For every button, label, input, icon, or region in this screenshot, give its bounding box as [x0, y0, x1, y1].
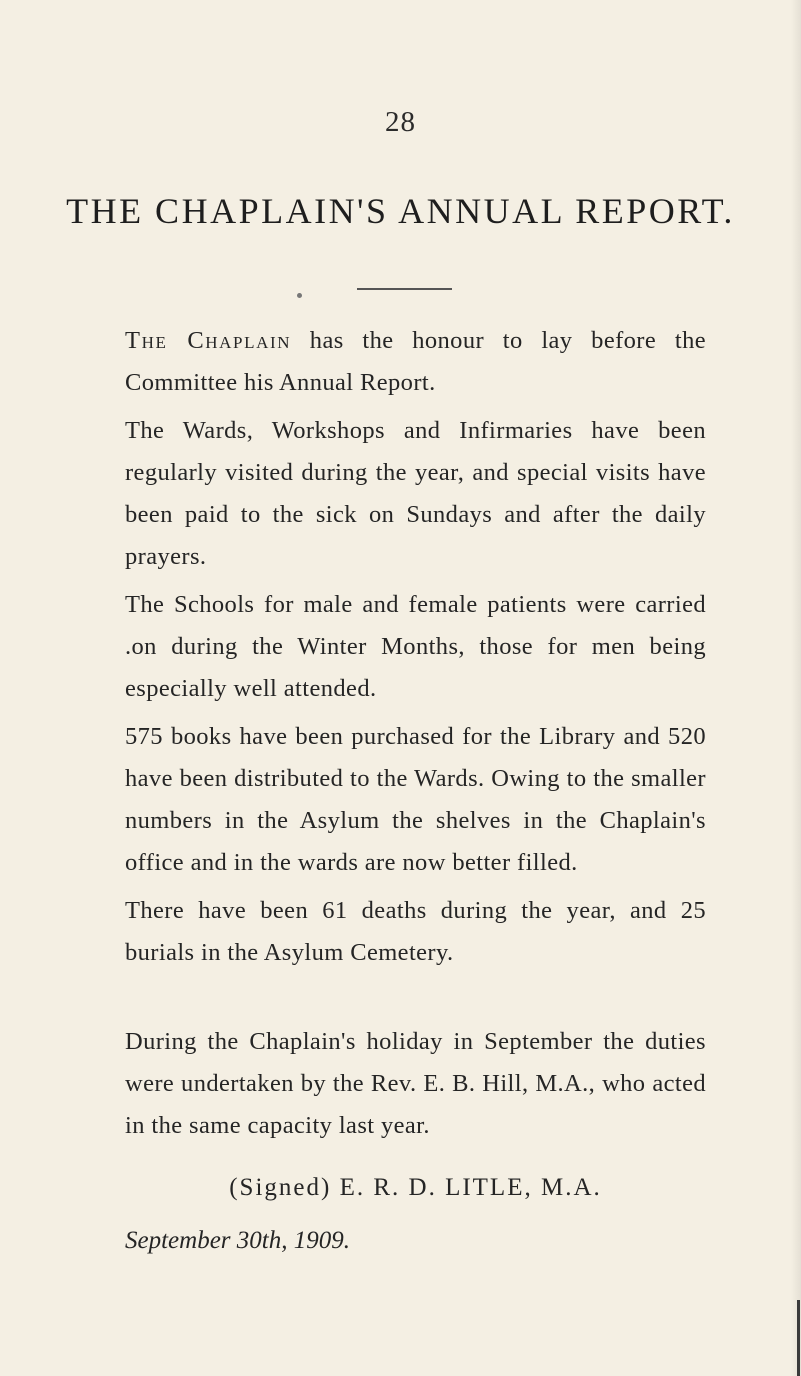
paragraph-library: 575 books have been purchased for the Library and 520 have been distributed to the Wards. Owing to the smaller numbers in the Asylum the shelves in the Chaplain's office and in the wards are now better filled.: [125, 723, 706, 876]
paragraph-holiday: During the Chaplain's holiday in September the duties were undertaken by the Rev. E. B. Hill, M.A., who acted in the same capacity last year.: [125, 1028, 706, 1139]
title-divider: [357, 288, 452, 290]
signature-line: (Signed) E. R. D. LITLE, M.A.: [229, 1174, 602, 1201]
intro-text: has the honour to lay before the Committee his Annual Report.: [125, 327, 706, 396]
report-date: September 30th, 1909.: [125, 1227, 350, 1254]
paragraph-schools: The Schools for male and female patients were carried .on during the Winter Months, those for men being especially well attended.: [125, 591, 706, 702]
ink-speck: [297, 293, 302, 298]
page-number: 28: [385, 106, 416, 138]
intro-lead: The Chaplain: [125, 327, 292, 354]
page-title: THE CHAPLAIN'S ANNUAL REPORT.: [66, 191, 735, 231]
paragraph-wards: The Wards, Workshops and Infirmaries have been regularly visited during the year, and special visits have been paid to the sick on Sundays and after the daily prayers.: [125, 417, 706, 570]
paragraph-deaths: There have been 61 deaths during the year, and 25 burials in the Asylum Cemetery.: [125, 897, 706, 966]
page-edge-mark: [797, 1300, 800, 1376]
intro-paragraph: [125, 320, 706, 404]
